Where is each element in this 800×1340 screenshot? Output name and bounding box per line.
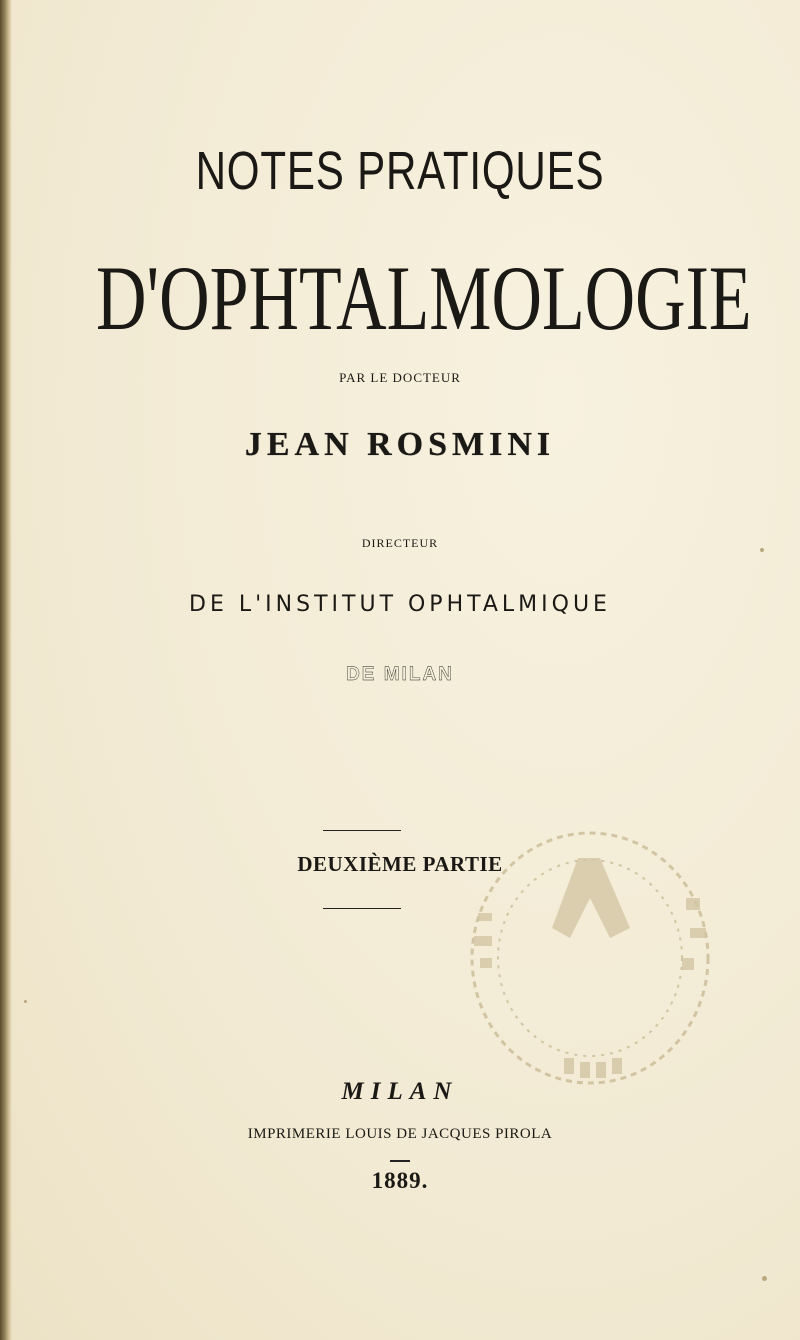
part-heading: DEUXIÈME PARTIE	[297, 852, 503, 876]
library-stamp-icon	[460, 818, 720, 1098]
divider-rule-bottom	[323, 908, 401, 909]
paper-speck	[762, 1276, 767, 1281]
paper-speck	[760, 548, 764, 552]
institute-name: DE L'INSTITUT OPHTALMIQUE	[189, 592, 611, 617]
author-name: JEAN ROSMINI	[244, 426, 556, 463]
author-role: DIRECTEUR	[361, 536, 439, 550]
publication-year: 1889.	[371, 1168, 429, 1193]
divider-rule-top	[323, 830, 401, 831]
title-line-2: D'OPHTALMOLOGIE	[96, 247, 752, 349]
paper-speck	[24, 1000, 27, 1003]
title-line-1: NOTES PRATIQUES	[195, 141, 605, 201]
publication-place: MILAN	[341, 1078, 459, 1105]
by-line: PAR LE DOCTEUR	[339, 370, 461, 385]
divider-short-rule	[390, 1160, 410, 1162]
printer-name: IMPRIMERIE LOUIS DE JACQUES PIROLA	[247, 1126, 553, 1142]
institute-city: DE MILAN	[346, 664, 454, 685]
